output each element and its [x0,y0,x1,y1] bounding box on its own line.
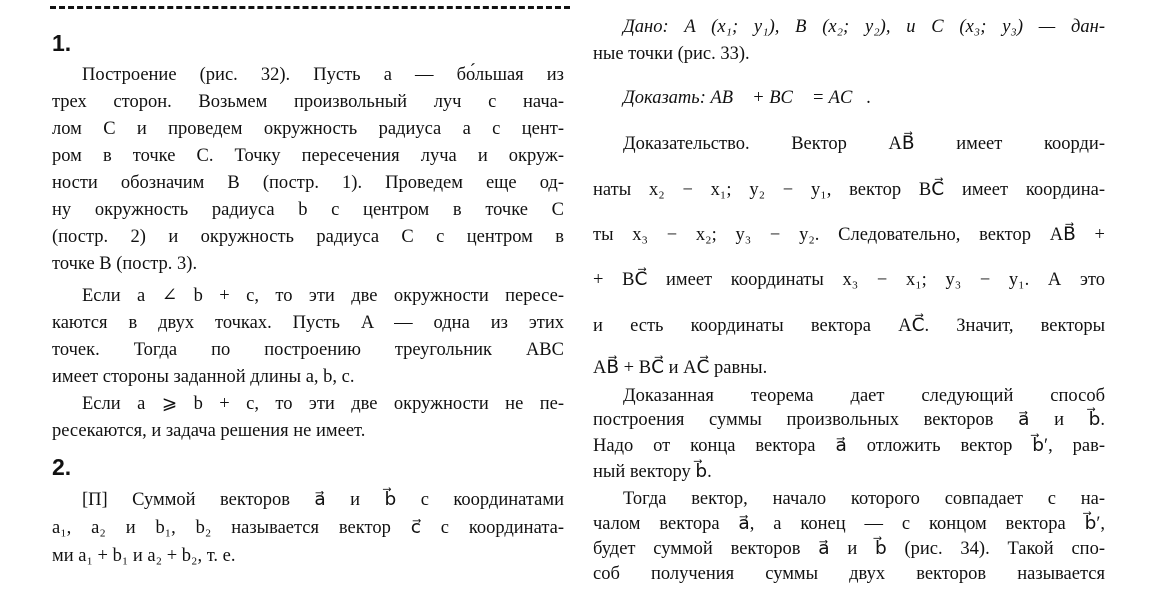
given-line: Дано: A (x₁; y₁), B (x₂; y₂), и C (x₃; y₃) — дан- [623,17,1105,37]
paragraph-construction-line: (постр. 2) и окружность радиуса C с центром в [52,227,564,247]
proof-line: + BC⃗ имеет координаты x₃ − x₁; y₃ − y₁. А это [593,270,1105,290]
vector-sum-rule-line: Тогда вектор, начало которого совпадает с на- [623,489,1105,509]
paragraph-construction-line: трех сторон. Возьмем произвольный луч с нача- [52,92,564,112]
paragraph-vector-sum-line: a₁, a₂ и b₁, b₂ называется вектор c⃗ с координата- [52,518,564,538]
section-number-2: 2. [52,454,72,480]
vector-sum-rule-line: соб получения суммы двух векторов называется [593,564,1105,584]
given-line: ные точки (рис. 33). [593,44,750,64]
paragraph-case-intersect-line: каются в двух точках. Пусть A — одна из этих [52,313,564,333]
proof-line: Доказательство. Вектор AB⃗ имеет коорди- [623,134,1105,154]
proof-line: AB⃗ + BC⃗ и AC⃗ равны. [593,358,768,378]
theorem-method-line: ный вектору b⃗. [593,462,712,482]
paragraph-case-no-solution-line: Если a ⩾ b + c, то эти две окружности не пе- [82,394,564,414]
vector-sum-rule-line: чалом вектора a⃗, а конец — с концом вектора b⃗′, [593,514,1105,534]
vector-sum-rule-line: будет суммой векторов a⃗ и b⃗ (рис. 34). Такой спо- [593,539,1105,559]
dashed-separator [50,6,570,9]
paragraph-case-intersect-line: точек. Тогда по построению треугольник ABC [52,340,564,360]
paragraph-construction-line: лом C и проведем окружность радиуса a с цент- [52,119,564,139]
paragraph-vector-sum-line: ми a₁ + b₁ и a₂ + b₂, т. е. [52,546,236,566]
theorem-method-line: Доказанная теорема дает следующий способ [623,386,1105,406]
proof-line: наты x₂ − x₁; y₂ − y₁, вектор BC⃗ имеет координа- [593,180,1105,200]
proof-line: и есть координаты вектора AC⃗. Значит, векторы [593,316,1105,336]
prove-line: Доказать: AB⃗ + BC⃗ = AC⃗. [623,88,872,108]
paragraph-construction-line: точке B (постр. 3). [52,254,198,274]
paragraph-construction-line: ром в точке C. Точку пересечения луча и окруж- [52,146,564,166]
paragraph-case-intersect-line: Если a ∠ b + c, то эти две окружности пересе- [82,286,564,306]
paragraph-vector-sum-line: [П] Суммой векторов a⃗ и b⃗ с координатами [82,490,564,510]
paragraph-case-no-solution-line: ресекаются, и задача решения не имеет. [52,421,366,441]
theorem-method-line: построения суммы произвольных векторов a⃗ и b⃗. [593,410,1105,430]
paragraph-case-intersect-line: имеет стороны заданной длины a, b, c. [52,367,355,387]
paragraph-construction-line: Построение (рис. 32). Пусть a — бо́льшая из [82,65,564,85]
paragraph-construction-line: ну окружность радиуса b с центром в точке C [52,200,564,220]
section-number-1: 1. [52,30,72,56]
theorem-method-line: Надо от конца вектора a⃗ отложить вектор b⃗′, рав- [593,436,1105,456]
proof-line: ты x₃ − x₂; y₃ − y₂. Следовательно, вектор AB⃗ + [593,225,1105,245]
paragraph-construction-line: ности обозначим B (постр. 1). Проведем еще од- [52,173,564,193]
